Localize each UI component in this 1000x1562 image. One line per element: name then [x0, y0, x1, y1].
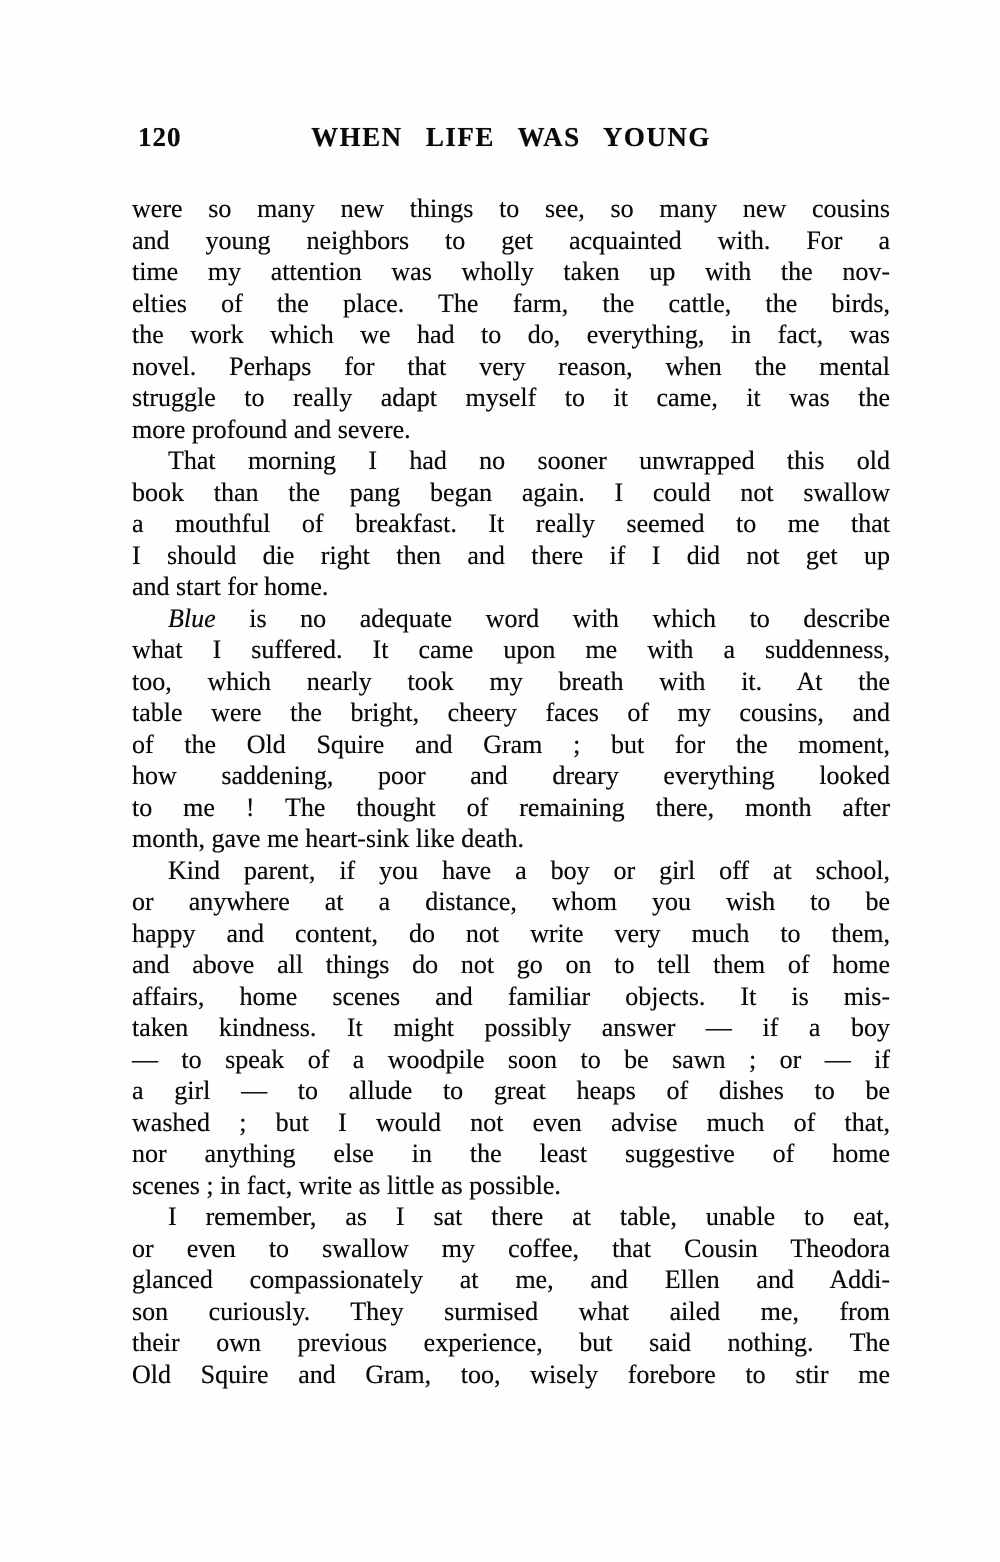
- paragraph: [132, 855, 890, 1202]
- text-line: — to speak of a woodpile soon to be sawn ; or — if: [132, 1044, 890, 1074]
- running-head: [132, 122, 890, 156]
- text-line: a mouthful of breakfast. It really seemed to me that: [132, 509, 890, 538]
- text-line: Kind parent, if you have a boy or girl off at school,: [168, 855, 890, 885]
- text-line: of the Old Squire and Gram ; but for the moment,: [132, 729, 890, 759]
- text-line: how saddening, poor and dreary everything looked: [132, 761, 890, 790]
- paragraph: [132, 193, 890, 445]
- text-line: were so many new things to see, so many new cousins: [132, 194, 890, 223]
- text-line: taken kindness. It might possibly answer — if a boy: [132, 1013, 890, 1042]
- running-title: WHEN LIFE WAS YOUNG: [311, 122, 711, 152]
- text-line: affairs, home scenes and familiar objects. It is mis-: [132, 981, 890, 1011]
- text-line: too, which nearly took my breath with it. At the: [132, 666, 890, 696]
- text-line: I should die right then and there if I did not get up: [132, 540, 890, 570]
- text-line: glanced compassionately at me, and Ellen and Addi-: [132, 1265, 890, 1294]
- text-line: what I suffered. It came upon me with a suddenness,: [132, 635, 890, 664]
- text-line: and above all things do not go on to tell them of home: [132, 950, 890, 979]
- text-line: son curiously. They surmised what ailed me, from: [132, 1296, 890, 1326]
- text-line: time my attention was wholly taken up with the nov-: [132, 257, 890, 286]
- text-line: more profound and severe.: [132, 414, 411, 444]
- text-line: Blue is no adequate word with which to describe: [168, 603, 890, 633]
- text-line: novel. Perhaps for that very reason, when the mental: [132, 351, 890, 381]
- text-line: to me ! The thought of remaining there, month after: [132, 792, 890, 822]
- text-line: I remember, as I sat there at table, unable to eat,: [168, 1202, 890, 1231]
- text-line: washed ; but I would not even advise much of that,: [132, 1107, 890, 1137]
- page-number: 120: [138, 122, 182, 152]
- text-line: the work which we had to do, everything, in fact, was: [132, 320, 890, 349]
- italic-word: Blue: [168, 603, 216, 633]
- text-line: happy and content, do not write very much to them,: [132, 918, 890, 948]
- text-line: a girl — to allude to great heaps of dishes to be: [132, 1076, 890, 1105]
- text-line: and start for home.: [132, 572, 329, 601]
- paragraph: [132, 603, 890, 855]
- paragraph: [132, 1201, 890, 1390]
- text-line: their own previous experience, but said nothing. The: [132, 1328, 890, 1357]
- text-line: nor anything else in the least suggestive of home: [132, 1139, 890, 1168]
- text-line: That morning I had no sooner unwrapped this old: [168, 446, 890, 475]
- paragraph: [132, 445, 890, 603]
- text-block: [132, 193, 890, 1390]
- text-line: month, gave me heart-sink like death.: [132, 824, 525, 853]
- text-line: struggle to really adapt myself to it came, it was the: [132, 383, 890, 412]
- text-line: book than the pang began again. I could not swallow: [132, 477, 890, 507]
- text-line: Old Squire and Gram, too, wisely forebore to stir me: [132, 1359, 890, 1389]
- text-line: elties of the place. The farm, the cattle, the birds,: [132, 288, 890, 318]
- text-line: and young neighbors to get acquainted with. For a: [132, 225, 890, 255]
- text-line: or even to swallow my coffee, that Cousin Theodora: [132, 1233, 890, 1263]
- text-line: table were the bright, cheery faces of my cousins, and: [132, 698, 890, 727]
- text-line: or anywhere at a distance, whom you wish to be: [132, 887, 890, 916]
- text-line: scenes ; in fact, write as little as possible.: [132, 1170, 561, 1200]
